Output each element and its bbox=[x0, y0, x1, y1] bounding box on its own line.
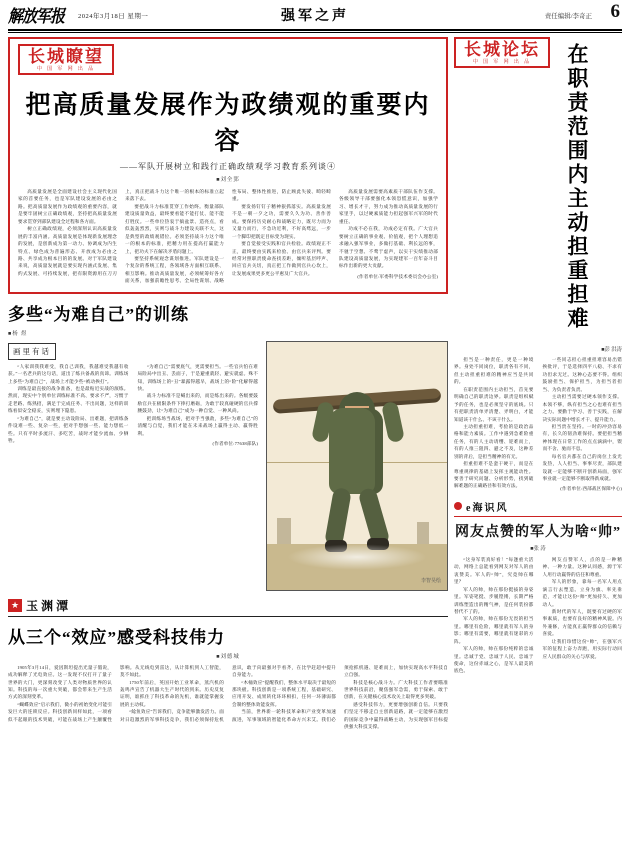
right-lead-head bbox=[454, 37, 622, 343]
column-badge-changcheng-liaowang[interactable] bbox=[18, 44, 114, 75]
tech-headline: 从三个“效应”感受科技伟力 bbox=[8, 627, 225, 647]
right-paragraph: 担重担难不是蛮干硬干，而是在尊重规律的基础上发挥主观能动性。要善于研究问题、分析形势，找到破解难题的正确路径和有效方法。 bbox=[454, 461, 534, 489]
netizen-paragraph: “这身军装真好看！”每逢重大活动，网络上总能看到网友对军人的由衷赞美。军人的“帅”，究竟帅在哪里？ bbox=[454, 556, 534, 585]
right-credit: (作者单位:西部战区保障中心) bbox=[560, 486, 622, 492]
paper-logo: 解放军报 bbox=[8, 7, 65, 26]
column-badge-changcheng-luntan[interactable] bbox=[454, 37, 550, 68]
tech-paragraph: 科技是核心战斗力。广大科技工作者要瞄准世界科技前沿，聚焦强军急需，勇于探索、敢于创新，在关键核心技术攻关上取得更多突破。 bbox=[344, 679, 448, 700]
training-body bbox=[8, 363, 258, 448]
lead-article bbox=[8, 37, 448, 294]
right-paragraph: 每名官兵都在自己的岗位上发光发热，人人担当、事事尽责，部队建设就一定能够不断开创新局面，强军事业就一定能够不断取得新成就。 bbox=[542, 453, 622, 481]
right-column-badge-sublabel: 中 国 军 网 出 品 bbox=[472, 60, 532, 65]
masthead-rule-thick bbox=[8, 29, 622, 31]
lead-paragraph: 要把战斗力标准贯穿工作始终。衡量部队建设质量效益，最终要看能不能打仗、能不能打胜仗。一些单位热衷于搞盆景、造亮点，看似轰轰烈烈，实则与战斗力建设关联不大，这是典型的政绩观错位。必须坚持战斗力这个唯一的根本的标准，把精力用在提高打赢能力上，把功夫下在解决矛盾问题上。 bbox=[125, 203, 224, 254]
tech-paragraph: 当前，世界新一轮科技革命和产业变革加速演进，军事领域的智能化革命方兴未艾。我们必须抢抓机遇、迎难而上，加快实现高水平科技自立自强。 bbox=[232, 664, 448, 722]
lead-paragraph: 要自觉接受实践和官兵检验。政绩观正不正，最终要由实践来检验、由官兵来评判。要经常对照职责使命查找差距，倾听基层呼声、回应官兵关切，真正把工作做到官兵心坎上，让发展成果更多更公平惠及广大官兵。 bbox=[232, 241, 331, 276]
netizen-column-label: e海识风 bbox=[466, 502, 509, 514]
training-credit: (作者单位:77638部队) bbox=[212, 441, 258, 447]
lead-paragraph: 要发扬钉钉子精神狠抓落实。高质量发展不是一朝一夕之功，需要久久为功、善作善成。要保持历史耐心和战略定力，既尽力而为又量力而行，不急功近利，不好高骛远，一步一个脚印把既定目标变为现实。 bbox=[232, 203, 331, 239]
lead-paragraph: 功成不必在我，功成必定有我。广大官兵要树立正确的事业观、价值观，把个人理想追求融入强军事业，多做打基础、利长远的事，不驰于空想、不骛于虚声，以实干实绩推动部队建设高质量发展，为实现建军一百年奋斗目标作出新的更大贡献。 bbox=[339, 226, 438, 269]
netizen-paragraph: 让我们珍惜这份“帅”，在强军兴军的征程上奋力奔跑，用实际行动回应人民群众的关心与厚爱。 bbox=[542, 638, 622, 659]
page-number: 6 bbox=[610, 1, 620, 22]
right-paragraph: 担当贵在坚持。一时的冲劲容易有，长久的韧劲难保持。要把担当精神体现在日常工作的点点滴滴中，锲而不舍、驰而不息。 bbox=[542, 423, 622, 452]
netizen-paragraph: 军人的形象，靠每一名军人用点滴言行去塑造。立身为旗、率先垂范，才能让这份“帅”更加持久、更加动人。 bbox=[542, 579, 622, 607]
netizen-paragraph: 新时代的军人，既要有过硬的军事素质，也要有良好的精神风貌。内外兼修，方能真正赢得群众的信赖与喜爱。 bbox=[542, 608, 622, 637]
right-paragraph: 主动担当需要过硬本领作支撑。本领不够，纵有担当之心也难有担当之力。要勤于学习、善于实践，在解决实际问题中增长才干、提升能力。 bbox=[542, 394, 622, 422]
lead-body bbox=[18, 188, 438, 285]
lead-paragraph: 高质量发展是全面建设社会主义现代化国家的首要任务，也是军队建设发展的必由之路。把高质量发展作为政绩观的重要内容，就是要牢固树立正确政绩观，坚持把高质量发展要求贯穿到部队建设全过程和各方面。 bbox=[18, 189, 117, 224]
training-headline: 多些“为难自己”的训练 bbox=[8, 304, 189, 324]
right-paragraph: 一些同志担心担重担难容易出错挨批评，于是选择四平八稳、不求有功但求无过。这种心态要不得。组织鼓励担当、保护担当，为担当者担当、为负责者负责。 bbox=[542, 357, 622, 392]
section-title: 强军之声 bbox=[281, 9, 349, 24]
netizen-section-rule bbox=[454, 516, 622, 517]
tech-byline: ■刘德城 bbox=[216, 653, 240, 660]
netizen-paragraph: 军人的帅，帅在那份无畏的担当里。哪里有危险，哪里就有军人的身影；哪里有需要，哪里就有迷彩的方阵。 bbox=[454, 616, 534, 644]
page-body bbox=[8, 37, 622, 731]
netizen-paragraph: 军人的帅，帅在那份挺拔的身姿里。军姿笔挺、步履铿锵，长期严格训练塑造出的精气神，是任何装扮都替代不了的。 bbox=[454, 586, 534, 614]
right-column bbox=[454, 37, 622, 731]
masthead bbox=[8, 0, 622, 28]
training-paragraph: “为难自己”需要底气，更需要担当。一些官兵怕在难局险局中出丑、丢面子，于是避重就轻、避实就虚。殊不知，训练场上的“丑”暴露得越早，战场上的“险”化解得越快。 bbox=[137, 363, 258, 391]
training-paragraph: “人家训我我难受，我自己训我，我越难受我越有收获。”一名老兵的这句话，道出了练兵备战的真谛。训练场上多些“为难自己”，战场上才能少些“被动挨打”。 bbox=[8, 363, 129, 384]
training-paragraph: 把训练场当战场，把对手当强敌，多些“为难自己”的清醒与自觉，我们才能在未来战场上赢得主动、赢得胜利。 bbox=[137, 415, 258, 436]
right-column-badge-label: 长城论坛 bbox=[464, 40, 540, 59]
article-tech bbox=[8, 597, 448, 731]
tech-section-head bbox=[8, 597, 448, 614]
lead-headline: 把高质量发展作为政绩观的重要内容 bbox=[25, 92, 431, 155]
column-badge-sublabel: 中 国 军 网 出 品 bbox=[36, 67, 96, 72]
training-byline: ■杨 煜 bbox=[8, 330, 28, 337]
lead-credit: (作者单位:军委科学技术委员会办公室) bbox=[357, 273, 438, 279]
article-training bbox=[8, 300, 448, 591]
lead-byline: ■刘全郢 bbox=[216, 177, 240, 183]
issue-info: 2024年3月18日 星期一 bbox=[78, 12, 149, 20]
left-column bbox=[8, 37, 448, 731]
editor-info: 责任编辑/李奇正 bbox=[544, 12, 592, 20]
star-icon: ★ bbox=[8, 599, 22, 612]
training-paragraph: 战斗力标准不是喊出来的，而是练出来的。各级要鼓励官兵在极限条件下摔打磨砺，为敢于较真碰硬的官兵撑腰鼓劲，让“为难自己”成为一种自觉、一种风尚。 bbox=[137, 393, 258, 414]
tech-paragraph: “蝴蝶效应”启示我们，微小的初始变化可能引发巨大的连锁反应。科技创新同样如此，一项看似不起眼的技术突破，可能在战场上产生颠覆性影响。从无线电到雷达，从计算机到人工智能，莫不如此。 bbox=[8, 664, 224, 722]
right-paragraph: 担当是一种责任，更是一种境界。身处不同岗位，职责各有不同，但主动担重担难的精神应当是共同的。 bbox=[454, 357, 534, 385]
right-byline: ■彭 洪涛 bbox=[601, 347, 622, 353]
masthead-rule-thin bbox=[8, 32, 622, 33]
netizen-section-head bbox=[454, 499, 622, 514]
training-paragraph: 训练是最直接的战争准备，也是最贴近实战的演练。然而，现实中个别单位训练标准不高、要求不严，习惯于走老路、练熟招，满足于完成任务、不出问题，这样的训练看似安全稳妥，实则埋下隐患。 bbox=[8, 386, 129, 414]
tech-paragraph: 1750年前后，英国开始工业革命，蒸汽机的轰鸣声宣告了机器大生产时代的到来。历史反复证明，谁抓住了科技革命的先机，谁就能掌握发展的主动权。 bbox=[120, 679, 224, 707]
illustration-signature: 李智昊绘 bbox=[420, 578, 441, 584]
right-paragraph: 在职责范围内主动担当，首先要明确自己的职责边界。职责是组织赋予的任务，也是必须坚守的底线。只有把职责清单弄清楚、弄明白，才能知道该干什么、不该干什么。 bbox=[454, 386, 534, 422]
right-vertical-headline: 在职责范围内主动担重担难 bbox=[565, 43, 589, 331]
tech-body bbox=[8, 664, 448, 731]
tech-paragraph: “鲶鱼效应”告诉我们，竞争能够激发活力。面对日趋激烈的军事科技竞争，我们必须保持危机意识，敢于向最强对手看齐，在比学赶超中提升自身能力。 bbox=[120, 664, 336, 722]
wave-icon bbox=[454, 502, 462, 510]
training-paragraph: “为难自己”，就是要主动设险局、出难题，把训练条件设难一些、复杂一些，把对手想强一些、能力想低一些。只有平时多流汗、多吃苦，战时才能少流血、少牺牲。 bbox=[8, 415, 129, 444]
tech-paragraph: “木桶效应”提醒我们，整体水平取决于最短的那块板。科技创新是一项系统工程，基础研究、应用开发、成果转化环环相扣，任何一环薄弱都会制约整体效能发挥。 bbox=[232, 679, 336, 707]
netizen-paragraph: 军人的帅，帅在那份纯粹的忠诚里。忠诚于党、忠诚于人民、忠诚于使命，这份赤诚之心，是军人最美的底色。 bbox=[454, 646, 534, 674]
lead-badge-row bbox=[18, 44, 438, 75]
lead-subhead: ——军队开展树立和践行正确政绩观学习教育系列谈④ bbox=[120, 162, 336, 171]
right-paragraph: 主动担重担难，考验的是政治品格和能力素质。工作中遇到急难险重任务，有的人主动请缨、迎难而上，有的人推三阻四、避之不及，这种差别的背后，是担当精神的有无。 bbox=[454, 423, 534, 459]
netizen-body bbox=[454, 556, 622, 675]
illustration-soldier-carrying-log bbox=[266, 341, 448, 591]
right-body bbox=[454, 356, 622, 493]
training-mini-head: 画里有话 bbox=[8, 343, 56, 360]
tech-section-rule bbox=[8, 616, 448, 617]
netizen-byline: ■张 涛 bbox=[530, 545, 546, 552]
tech-star-label: 玉渊潭 bbox=[26, 598, 72, 613]
lead-paragraph: 高质量发展需要高素质干部队伍作支撑。各级领导干部要强化本领恐慌意识，加强学习、增长才干，努力成为推动高质量发展的行家里手，以过硬素质能力担起强军兴军的时代重任。 bbox=[339, 189, 438, 224]
lead-paragraph: 树立正确政绩观，必须深刻认识高质量发展的丰富内涵。高质量发展是体现新发展理念的发展，是创新成为第一动力、协调成为内生特点、绿色成为普遍形态、开放成为必由之路、共享成为根本目的的发展。对于军队建设来说，高质量发展就是要实现内涵式发展、集约式发展、可持续发展，把有限资源用在刀刃上，真正把战斗力这个唯一的根本的标准立起来落下去。 bbox=[18, 189, 224, 276]
tech-paragraph: 1905年3月14日，爱因斯坦提出光量子假说，成功解释了光电效应。这一发现不仅打开了量子世界的大门，更深刻改变了人类对物质世界的认知。科技的每一次重大突破，都会带来生产生活方式的深刻变革。 bbox=[8, 664, 112, 700]
netizen-headline: 网友点赞的军人为啥“帅” bbox=[455, 524, 621, 540]
column-badge-label: 长城瞭望 bbox=[28, 47, 104, 66]
tech-paragraph: 感受科技伟力，更要增强创新自信。只要我们坚定不移走自主创新道路，就一定能够在激烈的国际竞争中赢得战略主动，为实现强军目标提供强大科技支撑。 bbox=[344, 701, 448, 730]
netizen-paragraph: 网友点赞军人，点的是一种精神、一种力量。这种认同感，源于军人用行动赢得的信任和尊重。 bbox=[542, 556, 622, 577]
lead-paragraph: 要坚持系统观念谋划推进。军队建设是一个复杂的系统工程，各领域各方面相互联系、相互影响。推动高质量发展，必须统筹好各方面关系，加强前瞻性思考、全局性谋划、战略性布局、整体性推进，防止顾此失彼、畸轻畸重。 bbox=[125, 189, 331, 284]
